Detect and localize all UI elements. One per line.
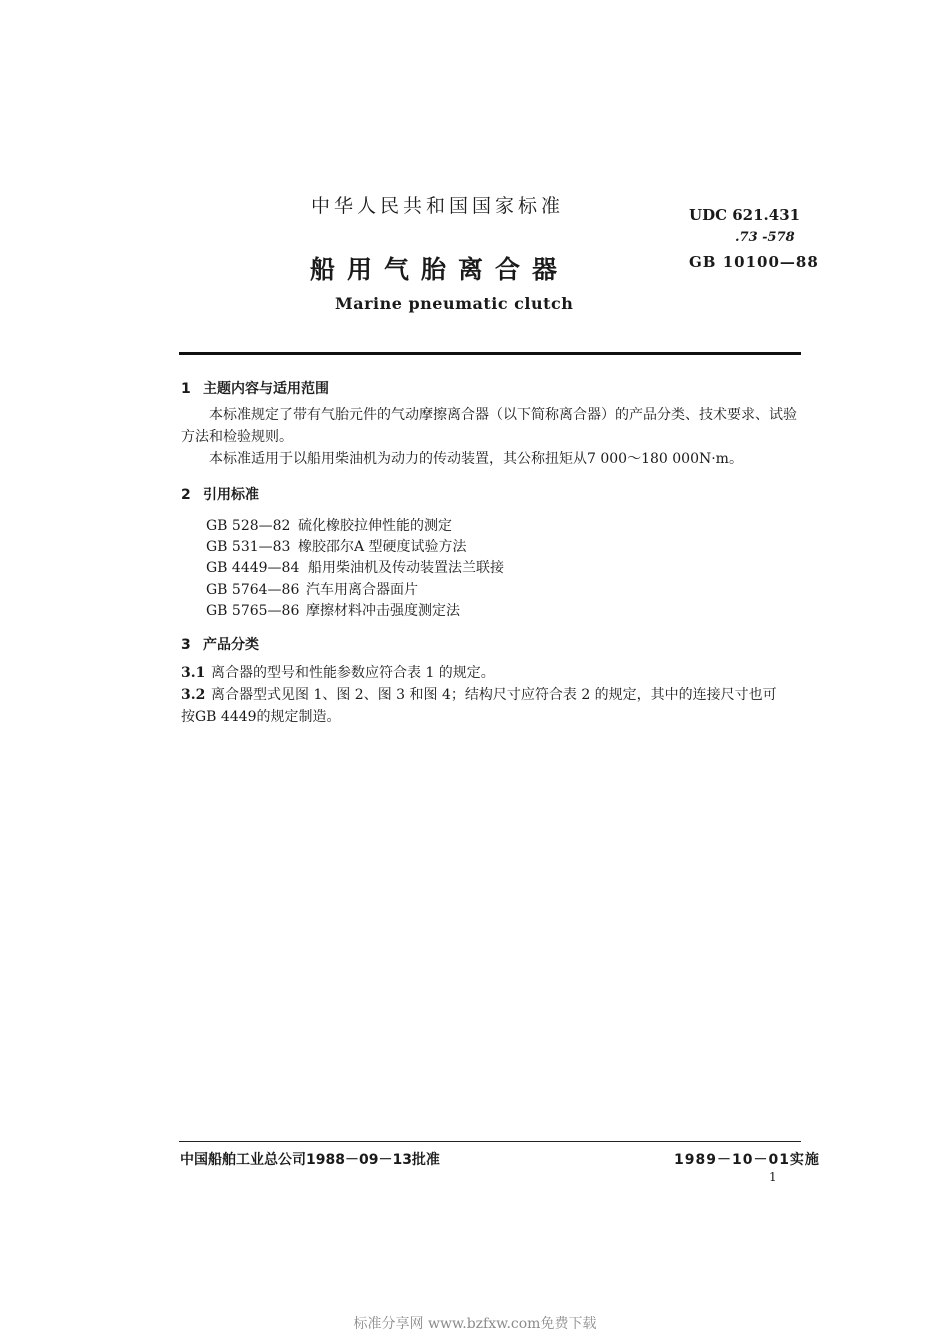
reference-code: GB 5765—86 [206,603,300,619]
footer-divider [179,1141,801,1142]
section-2-heading [181,484,259,504]
clause-3-2-cont: 按GB 4449的规定制造。 [181,709,341,725]
gb-standard-number: GB 10100—88 [689,253,819,271]
reference-name: 硫化橡胶拉伸性能的测定 [298,518,452,534]
clause-text: 离合器的型号和性能参数应符合表 1 的规定。 [211,665,495,681]
document-title-cn: 船用气胎离合器 [310,255,570,284]
reference-code: GB 528—82 [206,518,291,534]
national-standard-label: 中华人民共和国国家标准 [311,195,565,217]
reference-row [206,515,452,535]
reference-name: 船用柴油机及传动装置法兰联接 [308,560,504,576]
watermark-text: 标准分享网 www.bzfxw.com免费下载 [353,1316,597,1332]
clause-text: 离合器型式见图 1、图 2、图 3 和图 4；结构尺寸应符合表 2 的规定，其中的连接尺寸也可 [211,687,777,703]
reference-name: 汽车用离合器面片 [306,582,418,598]
section-number: 2 [181,487,191,503]
section-1-paragraph-1: 本标准规定了带有气胎元件的气动摩擦离合器（以下简称离合器）的产品分类、技术要求、试验 [209,407,797,423]
page-number: 1 [769,1170,777,1184]
udc-code: UDC 621.431 [689,206,801,224]
header-divider [179,352,801,355]
clause-number: 3.1 [181,665,206,681]
section-title: 产品分类 [203,637,259,653]
reference-row [206,557,504,577]
reference-name: 橡胶邵尔A 型硬度试验方法 [298,539,467,555]
reference-code: GB 4449—84 [206,560,300,576]
reference-name: 摩擦材料冲击强度测定法 [306,603,460,619]
document-title-en: Marine pneumatic clutch [335,294,574,313]
reference-row [206,536,467,556]
section-1-heading [181,378,329,398]
reference-row [206,600,460,620]
approval-date: 中国船舶工业总公司1988－09－13批准 [180,1152,440,1168]
section-number: 1 [181,381,191,397]
section-1-paragraph-1-cont: 方法和检验规则。 [181,429,293,445]
udc-code-continuation: .73 -578 [735,230,795,245]
clause-3-1 [181,663,495,683]
effective-date: 1989－10－01实施 [674,1152,820,1168]
reference-code: GB 531—83 [206,539,291,555]
reference-row [206,579,418,599]
section-3-heading [181,634,259,654]
section-title: 主题内容与适用范围 [203,381,329,397]
section-title: 引用标准 [203,487,259,503]
clause-number: 3.2 [181,687,206,703]
section-number: 3 [181,637,191,653]
section-1-paragraph-2: 本标准适用于以船用柴油机为动力的传动装置，其公称扭矩从7 000～180 000N·m。 [209,451,743,467]
clause-3-2 [181,685,777,705]
reference-code: GB 5764—86 [206,582,300,598]
